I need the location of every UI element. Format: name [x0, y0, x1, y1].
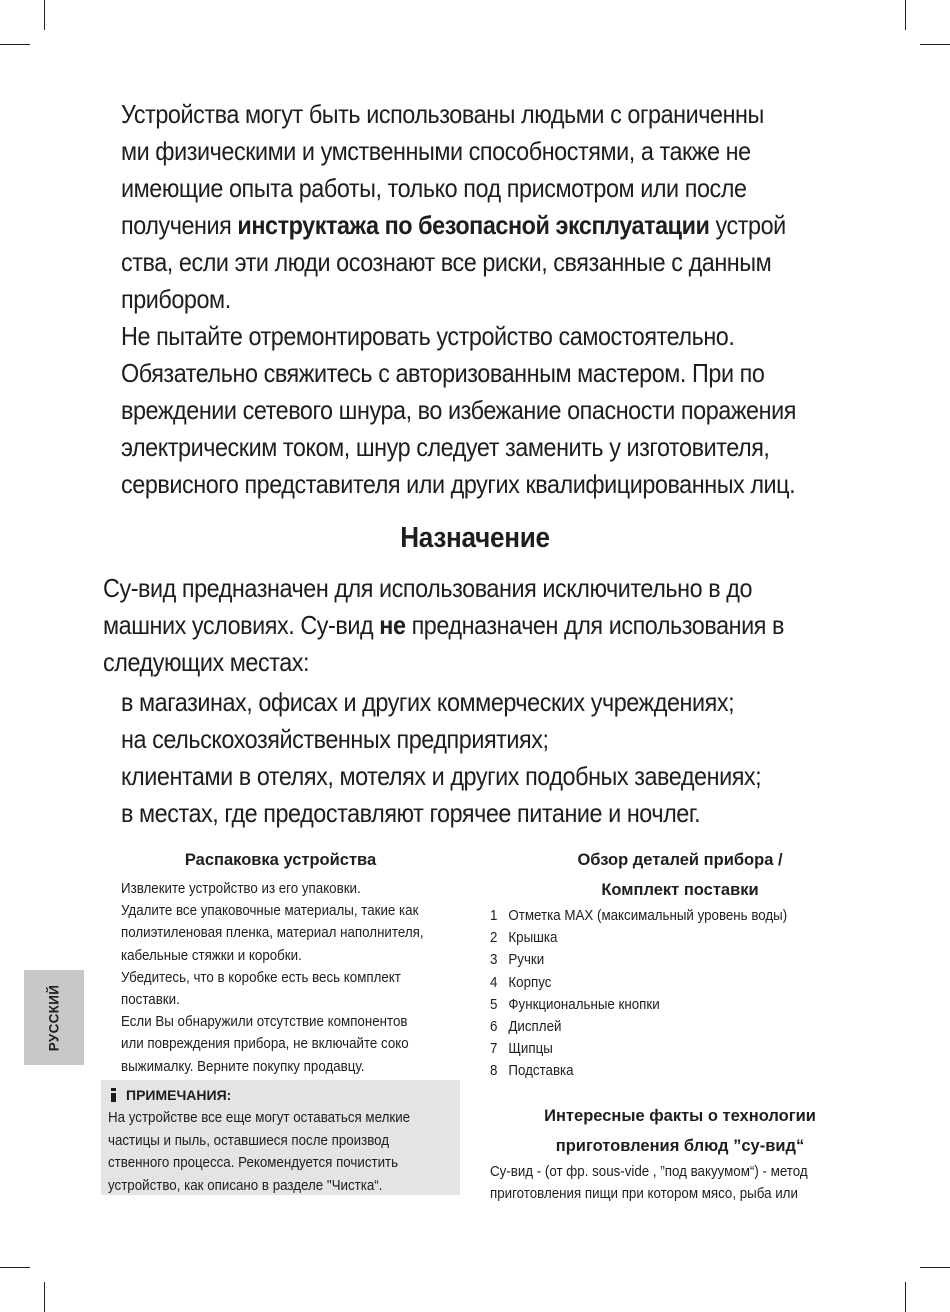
info-icon: [109, 1088, 118, 1102]
text-line: Су-вид - (от фр. sous-vide , ”под вакуумом“) - метод: [490, 1164, 808, 1180]
text-run: следующих местах:: [103, 647, 310, 677]
text-line: Убедитесь, что в коробке есть весь комплект: [121, 969, 401, 986]
list-label: Щипцы: [508, 1041, 553, 1058]
text-run: вреждении сетевого шнура, во избежание опасности поражения: [121, 395, 796, 425]
note-box: [101, 1080, 460, 1195]
list-number: 2: [490, 930, 498, 947]
text-line: устройство, как описано в разделе "Чистка“.: [108, 1178, 383, 1195]
crop-mark: [44, 0, 45, 30]
excluded-places-list: [121, 684, 761, 832]
heading-line: Интересные факты о технологии: [544, 1107, 816, 1125]
list-item: [490, 905, 787, 927]
text-line: выжималку. Верните покупку продавцу.: [121, 1058, 365, 1075]
list-label: Функциональные кнопки: [508, 996, 660, 1013]
crop-mark: [0, 44, 30, 45]
text-run: сервисного представителя или других квалифицированных лиц.: [121, 469, 796, 499]
text-line: На устройстве все еще могут оставаться мелкие: [108, 1110, 411, 1126]
facts-heading: [480, 1101, 880, 1161]
text-run: электрическим током, шнур следует заменить у изготовителя,: [121, 432, 770, 462]
list-label: Крышка: [508, 930, 558, 947]
text-line: Если Вы обнаружили отсутствие компонентов: [121, 1014, 408, 1031]
list-item: [490, 1016, 787, 1038]
list-number: 8: [490, 1063, 498, 1080]
bold-phrase: инструктажа по безопасной эксплуатации: [237, 210, 710, 240]
text-line: [103, 644, 784, 681]
text-line: [121, 207, 796, 244]
list-item: [490, 994, 787, 1016]
list-item: [490, 949, 787, 971]
crop-mark: [920, 1267, 950, 1268]
crop-mark: [0, 1267, 30, 1268]
section-heading-purpose: Назначение: [400, 522, 550, 554]
list-number: 7: [490, 1041, 498, 1058]
text-line: [121, 429, 796, 466]
text-run: ми физическими и умственными способностями, а также не: [121, 136, 751, 166]
facts-text: [490, 1161, 808, 1205]
text-run: Не пытайте отремонтировать устройство самостоятельно.: [121, 321, 735, 351]
parts-list: [490, 905, 787, 1083]
text-line: [121, 355, 796, 392]
text-line: [103, 570, 784, 607]
list-item: в магазинах, офисах и других коммерческих учреждениях;: [121, 687, 735, 717]
text-run: машних условиях. Су-вид: [103, 610, 380, 640]
list-item: на сельскохозяйственных предприятиях;: [121, 724, 549, 754]
list-item: в местах, где предоставляют горячее питание и ночлег.: [121, 798, 701, 828]
text-line: Извлеките устройство из его упаковки.: [121, 881, 361, 897]
language-side-tab: [24, 970, 84, 1065]
purpose-text: [103, 570, 784, 681]
list-number: 1: [490, 908, 498, 924]
text-line: Удалите все упаковочные материалы, такие как: [121, 903, 419, 920]
language-tab-label: РУССКИЙ: [46, 984, 62, 1051]
text-line: полиэтиленовая пленка, материал наполнителя,: [121, 925, 424, 942]
list-label: Корпус: [508, 974, 552, 991]
text-run: прибором.: [121, 284, 231, 314]
text-run: Су-вид предназначен для использования исключительно в до: [103, 573, 753, 603]
safety-intro-text: [121, 96, 796, 503]
heading-line: Комплект поставки: [601, 881, 759, 899]
unpacking-instructions: [121, 878, 424, 1078]
text-line: [121, 318, 796, 355]
text-run: предназначен для использования в: [405, 610, 785, 640]
crop-mark: [44, 1282, 45, 1312]
text-run: имеющие опыта работы, только под присмотром или после: [121, 173, 747, 203]
parts-overview-heading: [480, 845, 880, 905]
text-line: [121, 281, 796, 318]
text-line: приготовления пищи при котором мясо, рыба или: [490, 1186, 798, 1203]
list-item: клиентами в отелях, мотелях и других подобных заведениях;: [121, 761, 762, 791]
text-line: [121, 133, 796, 170]
bold-phrase: не: [379, 610, 406, 640]
text-line: [121, 392, 796, 429]
text-line: или повреждения прибора, не включайте соко: [121, 1036, 409, 1053]
note-title-row: [109, 1085, 231, 1105]
text-line: [121, 96, 796, 133]
heading-line: приготовления блюд ”су-вид“: [555, 1137, 805, 1155]
crop-mark: [905, 0, 906, 30]
text-run: получения: [121, 210, 238, 240]
list-label: Подставка: [508, 1063, 574, 1080]
text-line: поставки.: [121, 992, 180, 1009]
list-label: Ручки: [508, 952, 545, 969]
text-run: устрой: [709, 210, 786, 240]
list-item: [490, 972, 787, 994]
list-number: 3: [490, 952, 498, 969]
list-number: 6: [490, 1019, 498, 1036]
text-line: частицы и пыль, оставшиеся после производ: [108, 1132, 390, 1149]
crop-mark: [920, 44, 950, 45]
text-run: ства, если эти люди осознают все риски, связанные с данным: [121, 247, 772, 277]
list-number: 4: [490, 974, 498, 991]
unpacking-heading: Распаковка устройства: [184, 851, 377, 869]
list-item: [490, 1038, 787, 1060]
list-label: Отметка MAX (максимальный уровень воды): [508, 908, 788, 924]
list-item: [490, 927, 787, 949]
text-line: [103, 607, 784, 644]
note-text: [108, 1107, 410, 1198]
list-label: Дисплей: [508, 1019, 562, 1036]
text-line: кабельные стяжки и коробки.: [121, 947, 302, 964]
text-line: [121, 170, 796, 207]
text-line: [121, 466, 796, 503]
list-item: [490, 1060, 787, 1082]
crop-mark: [905, 1282, 906, 1312]
note-title: ПРИМЕЧАНИЯ:: [126, 1087, 232, 1103]
text-run: Устройства могут быть использованы людьми с ограниченны: [121, 99, 764, 129]
text-line: ственного процесса. Рекомендуется почистить: [108, 1155, 399, 1172]
heading-line: Обзор деталей прибора /: [577, 851, 783, 869]
text-run: Обязательно свяжитесь с авторизованным мастером. При по: [121, 358, 765, 388]
text-line: [121, 244, 796, 281]
list-number: 5: [490, 996, 498, 1013]
